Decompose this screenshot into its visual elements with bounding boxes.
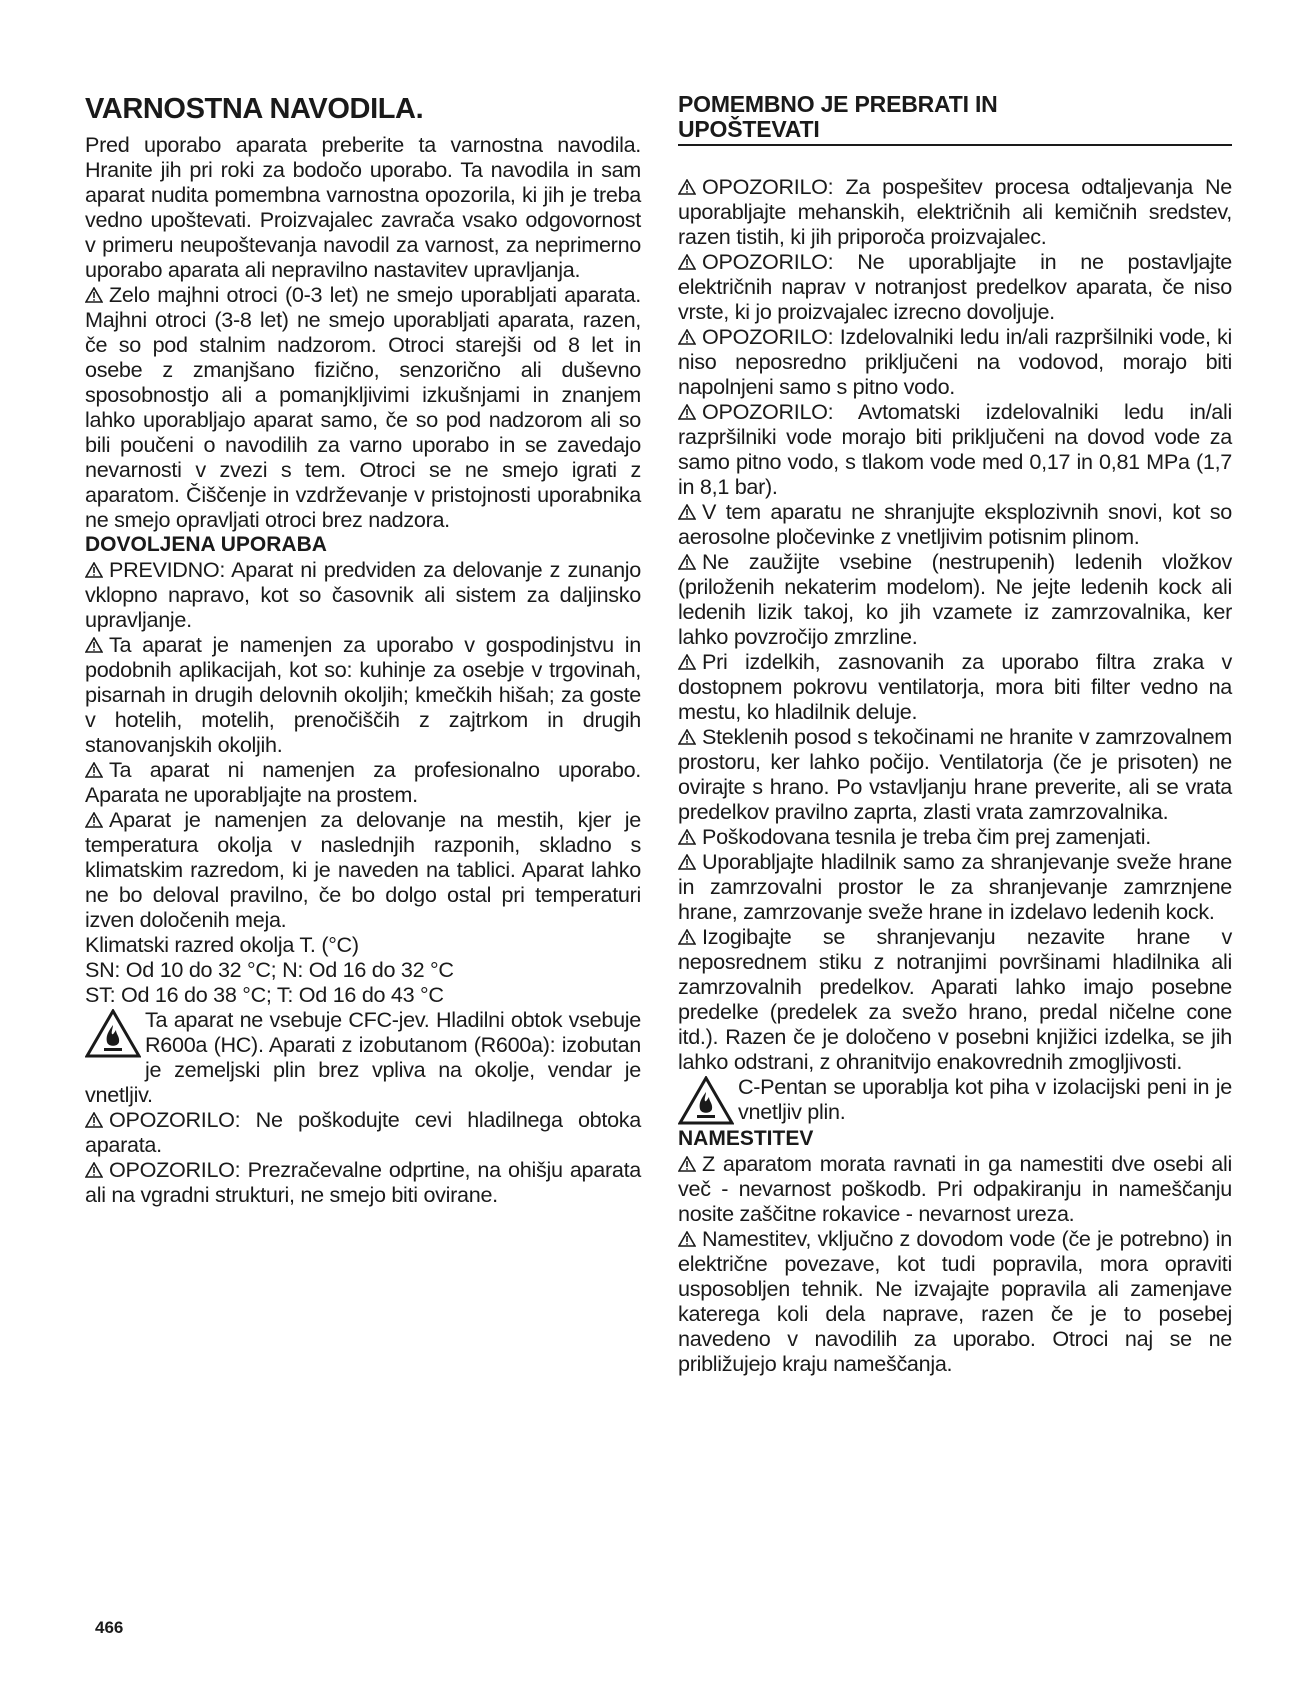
- warning-icon: [85, 637, 103, 653]
- warning-icon: [678, 929, 696, 945]
- section-title-line-1: POMEMBNO JE PREBRATI IN: [678, 91, 998, 117]
- warning-icon: [678, 829, 696, 845]
- warning-unwrapped-food: [678, 924, 1232, 1074]
- warning-icemaker-potable: [678, 324, 1232, 399]
- warning-icon: [678, 404, 696, 420]
- warning-pipes-text: OPOZORILO: Ne poškodujte cevi hladilnega obtoka aparata.: [85, 1107, 641, 1157]
- warning-glass-containers-text: Steklenih posod s tekočinami ne hranite v zamrzovalnem prostoru, ker lahko počijo. Ventilatorja (če je prisoten) ne ovirajte s hrano. Po vstavljanju hrane preverite, ali se vrata predelkov pravilno zaprta, zlasti vrata zamrzovalnika.: [678, 724, 1232, 824]
- cpentan-notice-text: C-Pentan se uporablja kot piha v izolacijski peni in je vnetljiv plin.: [738, 1074, 1232, 1124]
- warning-qualified-technician-text: Namestitev, vključno z dovodom vode (če je potrebno) in električne povezave, kot tudi popravila, mora opraviti usposobljen tehnik. Ne izvajajte popravila ali zamenjave katerega koli dela naprave, razen če je to posebej navedeno v navodilih za uporabo. Otroci naj se ne približujejo kraju nameščanja.: [678, 1226, 1232, 1376]
- warning-icemaker-pressure-text: OPOZORILO: Avtomatski izdelovalniki ledu in/ali razpršilniki vode morajo biti priključeni na dovod vode za samo pitno vodo, s tlakom vode med 0,17 in 0,81 MPa (1,7 in 8,1 bar).: [678, 399, 1232, 499]
- installation-heading: NAMESTITEV: [678, 1127, 814, 1150]
- allowed-use-heading: DOVOLJENA UPORABA: [85, 533, 327, 556]
- warning-electrical: [678, 249, 1232, 324]
- allowed-use-4-text: Aparat je namenjen za delovanje na mestih, kjer je temperatura okolja v naslednjih razponih, skladno s klimatskim razredom, ki je naveden na tablici. Aparat lahko ne bo deloval pravilno, če bo dolgo ostal pri temperaturi izven določenih meja.: [85, 807, 641, 932]
- allowed-use-3: [85, 757, 641, 807]
- warning-unwrapped-food-text: Izogibajte se shranjevanju nezavite hrane v neposrednem stiku z notranjimi površinami hladilnika ali zamrzovalnih predelkov. Aparati lahko imajo posebne predelke (predelek za svežo hrano, predal ničelne cone itd.). Razen če je določeno v posebni knjižici izdelka, se jih lahko odstrani, z ohranitvijo enakovrednih zmogljivosti.: [678, 924, 1232, 1074]
- page-title: VARNOSTNA NAVODILA.: [85, 93, 424, 125]
- warning-electrical-text: OPOZORILO: Ne uporabljajte in ne postavljajte električnih naprav v notranjost predelkov aparata, če niso vrste, ki jo proizvajalec izrecno dovoljuje.: [678, 249, 1232, 324]
- warning-defrost: [678, 174, 1232, 249]
- warning-air-filter-text: Pri izdelkih, zasnovanih za uporabo filtra zraka v dostopnem pokrovu ventilatorja, mora biti filter vedno na mestu, ko hladilnik deluje.: [678, 649, 1232, 724]
- warning-icon: [678, 1231, 696, 1247]
- children-warning-text: Zelo majhni otroci (0-3 let) ne smejo uporabljati aparata. Majhni otroci (3-8 let) ne smejo uporabljati aparata, razen, če so pod stalnim nadzorom. Otroci starejši od 8 let in osebe z zmanjšano fizično, senzorično ali duševno sposobnostjo ali a pomanjkljivimi izkušnjami in znanjem lahko uporabljajo aparat samo, če so pod nadzorom ali so bili poučeni o navodilih za varno uporabo in se zavedajo nevarnosti v zvezi s tem. Otroci se ne smejo igrati z aparatom. Čiščenje in vzdrževanje v pristojnosti uporabnika ne smejo opravljati otroci brez nadzora.: [85, 282, 641, 532]
- warning-ice-packs: [678, 549, 1232, 649]
- warning-icon: [678, 1156, 696, 1172]
- cfc-notice-text: Ta aparat ne vsebuje CFC-jev. Hladilni obtok vsebuje R600a (HC). Aparati z izobutanom (R600a): izobutan je zemeljski plin brez vpliva na okolje, vendar je vnetljiv.: [85, 1007, 641, 1107]
- climate-class-line-2: ST: Od 16 do 38 °C; T: Od 16 do 43 °C: [85, 982, 444, 1007]
- flammable-warning-icon: [85, 1009, 141, 1059]
- cpentan-notice: [678, 1074, 1232, 1126]
- section-title-line-2: UPOŠTEVATI: [678, 116, 820, 142]
- flammable-warning-icon: [678, 1076, 734, 1126]
- warning-icon: [678, 179, 696, 195]
- warning-icemaker-potable-text: OPOZORILO: Izdelovalniki ledu in/ali razpršilniki vode, ki niso neposredno priključeni na vodovod, morajo biti napolnjeni samo s pitno vodo.: [678, 324, 1232, 399]
- warning-pipes: [85, 1107, 641, 1157]
- warning-icon: [678, 554, 696, 570]
- warning-icon: [85, 812, 103, 828]
- warning-fridge-usage: [678, 849, 1232, 924]
- right-column: [678, 92, 1232, 1376]
- warning-vents: [85, 1157, 641, 1207]
- climate-class-line-1: SN: Od 10 do 32 °C; N: Od 16 do 32 °C: [85, 957, 454, 982]
- warning-icon: [678, 854, 696, 870]
- warning-qualified-technician: [678, 1226, 1232, 1376]
- warning-seals: [678, 824, 1232, 849]
- climate-class-title: Klimatski razred okolja T. (°C): [85, 932, 359, 957]
- section-title: [678, 92, 1232, 146]
- cfc-notice: [85, 1007, 641, 1107]
- allowed-use-4: [85, 807, 641, 932]
- allowed-use-3-text: Ta aparat ni namenjen za profesionalno uporabo. Aparata ne uporabljajte na prostem.: [85, 757, 641, 807]
- warning-vents-text: OPOZORILO: Prezračevalne odprtine, na ohišju aparata ali na vgradni strukturi, ne smejo biti ovirane.: [85, 1157, 641, 1207]
- warning-explosives-text: V tem aparatu ne shranjujte eksplozivnih snovi, kot so aerosolne pločevinke z vnetljivim potisnim plinom.: [678, 499, 1232, 549]
- allowed-use-2: [85, 632, 641, 757]
- warning-icon: [678, 654, 696, 670]
- warning-icon: [678, 504, 696, 520]
- warning-icon: [85, 762, 103, 778]
- warning-ice-packs-text: Ne zaužijte vsebine (nestrupenih) ledenih vložkov (priloženih nekaterim modelom). Ne jejte ledenih kock ali ledenih lizik takoj, ko jih vzamete iz zamrzovalnika, ker lahko povzročijo zmrzline.: [678, 549, 1232, 649]
- left-column: [85, 92, 641, 1207]
- warning-two-persons: [678, 1151, 1232, 1226]
- warning-icon: [85, 1162, 103, 1178]
- warning-icemaker-pressure: [678, 399, 1232, 499]
- warning-icon: [678, 729, 696, 745]
- warning-two-persons-text: Z aparatom morata ravnati in ga namestiti dve osebi ali več - nevarnost poškodb. Pri odpakiranju in nameščanju nosite zaščitne rokavice - nevarnost ureza.: [678, 1151, 1232, 1226]
- warning-icon: [85, 562, 103, 578]
- warning-seals-text: Poškodovana tesnila je treba čim prej zamenjati.: [702, 824, 1151, 849]
- intro-paragraph: Pred uporabo aparata preberite ta varnostna navodila. Hranite jih pri roki za bodočo uporabo. Ta navodila in sam aparat nudita pomembna varnostna opozorila, ki jih je treba vedno upoštevati. Proizvajalec zavrača vsako odgovornost v primeru neupoštevanja navodil za varnost, za neprimerno uporabo aparata ali nepravilno nastavitev upravljanja.: [85, 132, 641, 282]
- warning-glass-containers: [678, 724, 1232, 824]
- allowed-use-1: [85, 557, 641, 632]
- warning-air-filter: [678, 649, 1232, 724]
- allowed-use-2-text: Ta aparat je namenjen za uporabo v gospodinjstvu in podobnih aplikacijah, kot so: kuhinje za osebje v trgovinah, pisarnah in drugih delovnih okoljih; kmečkih hišah; za goste v hotelih, motelih, prenočiščih z zajtrkom in drugih stanovanjskih okoljih.: [85, 632, 641, 757]
- warning-defrost-text: OPOZORILO: Za pospešitev procesa odtaljevanja Ne uporabljajte mehanskih, električnih ali kemičnih sredstev, razen tistih, ki jih priporoča proizvajalec.: [678, 174, 1232, 249]
- warning-icon: [85, 1112, 103, 1128]
- warning-icon: [678, 254, 696, 270]
- warning-icon: [85, 287, 103, 303]
- warning-explosives: [678, 499, 1232, 549]
- children-warning: [85, 282, 641, 532]
- warning-icon: [678, 329, 696, 345]
- warning-fridge-usage-text: Uporabljajte hladilnik samo za shranjevanje sveže hrane in zamrzovalni prostor le za shranjevanje zamrznjene hrane, zamrzovanje sveže hrane in izdelavo ledenih kock.: [678, 849, 1232, 924]
- page-number: 466: [95, 1618, 124, 1637]
- allowed-use-1-text: PREVIDNO: Aparat ni predviden za delovanje z zunanjo vklopno napravo, kot so časovnik ali sistem za daljinsko upravljanje.: [85, 557, 641, 632]
